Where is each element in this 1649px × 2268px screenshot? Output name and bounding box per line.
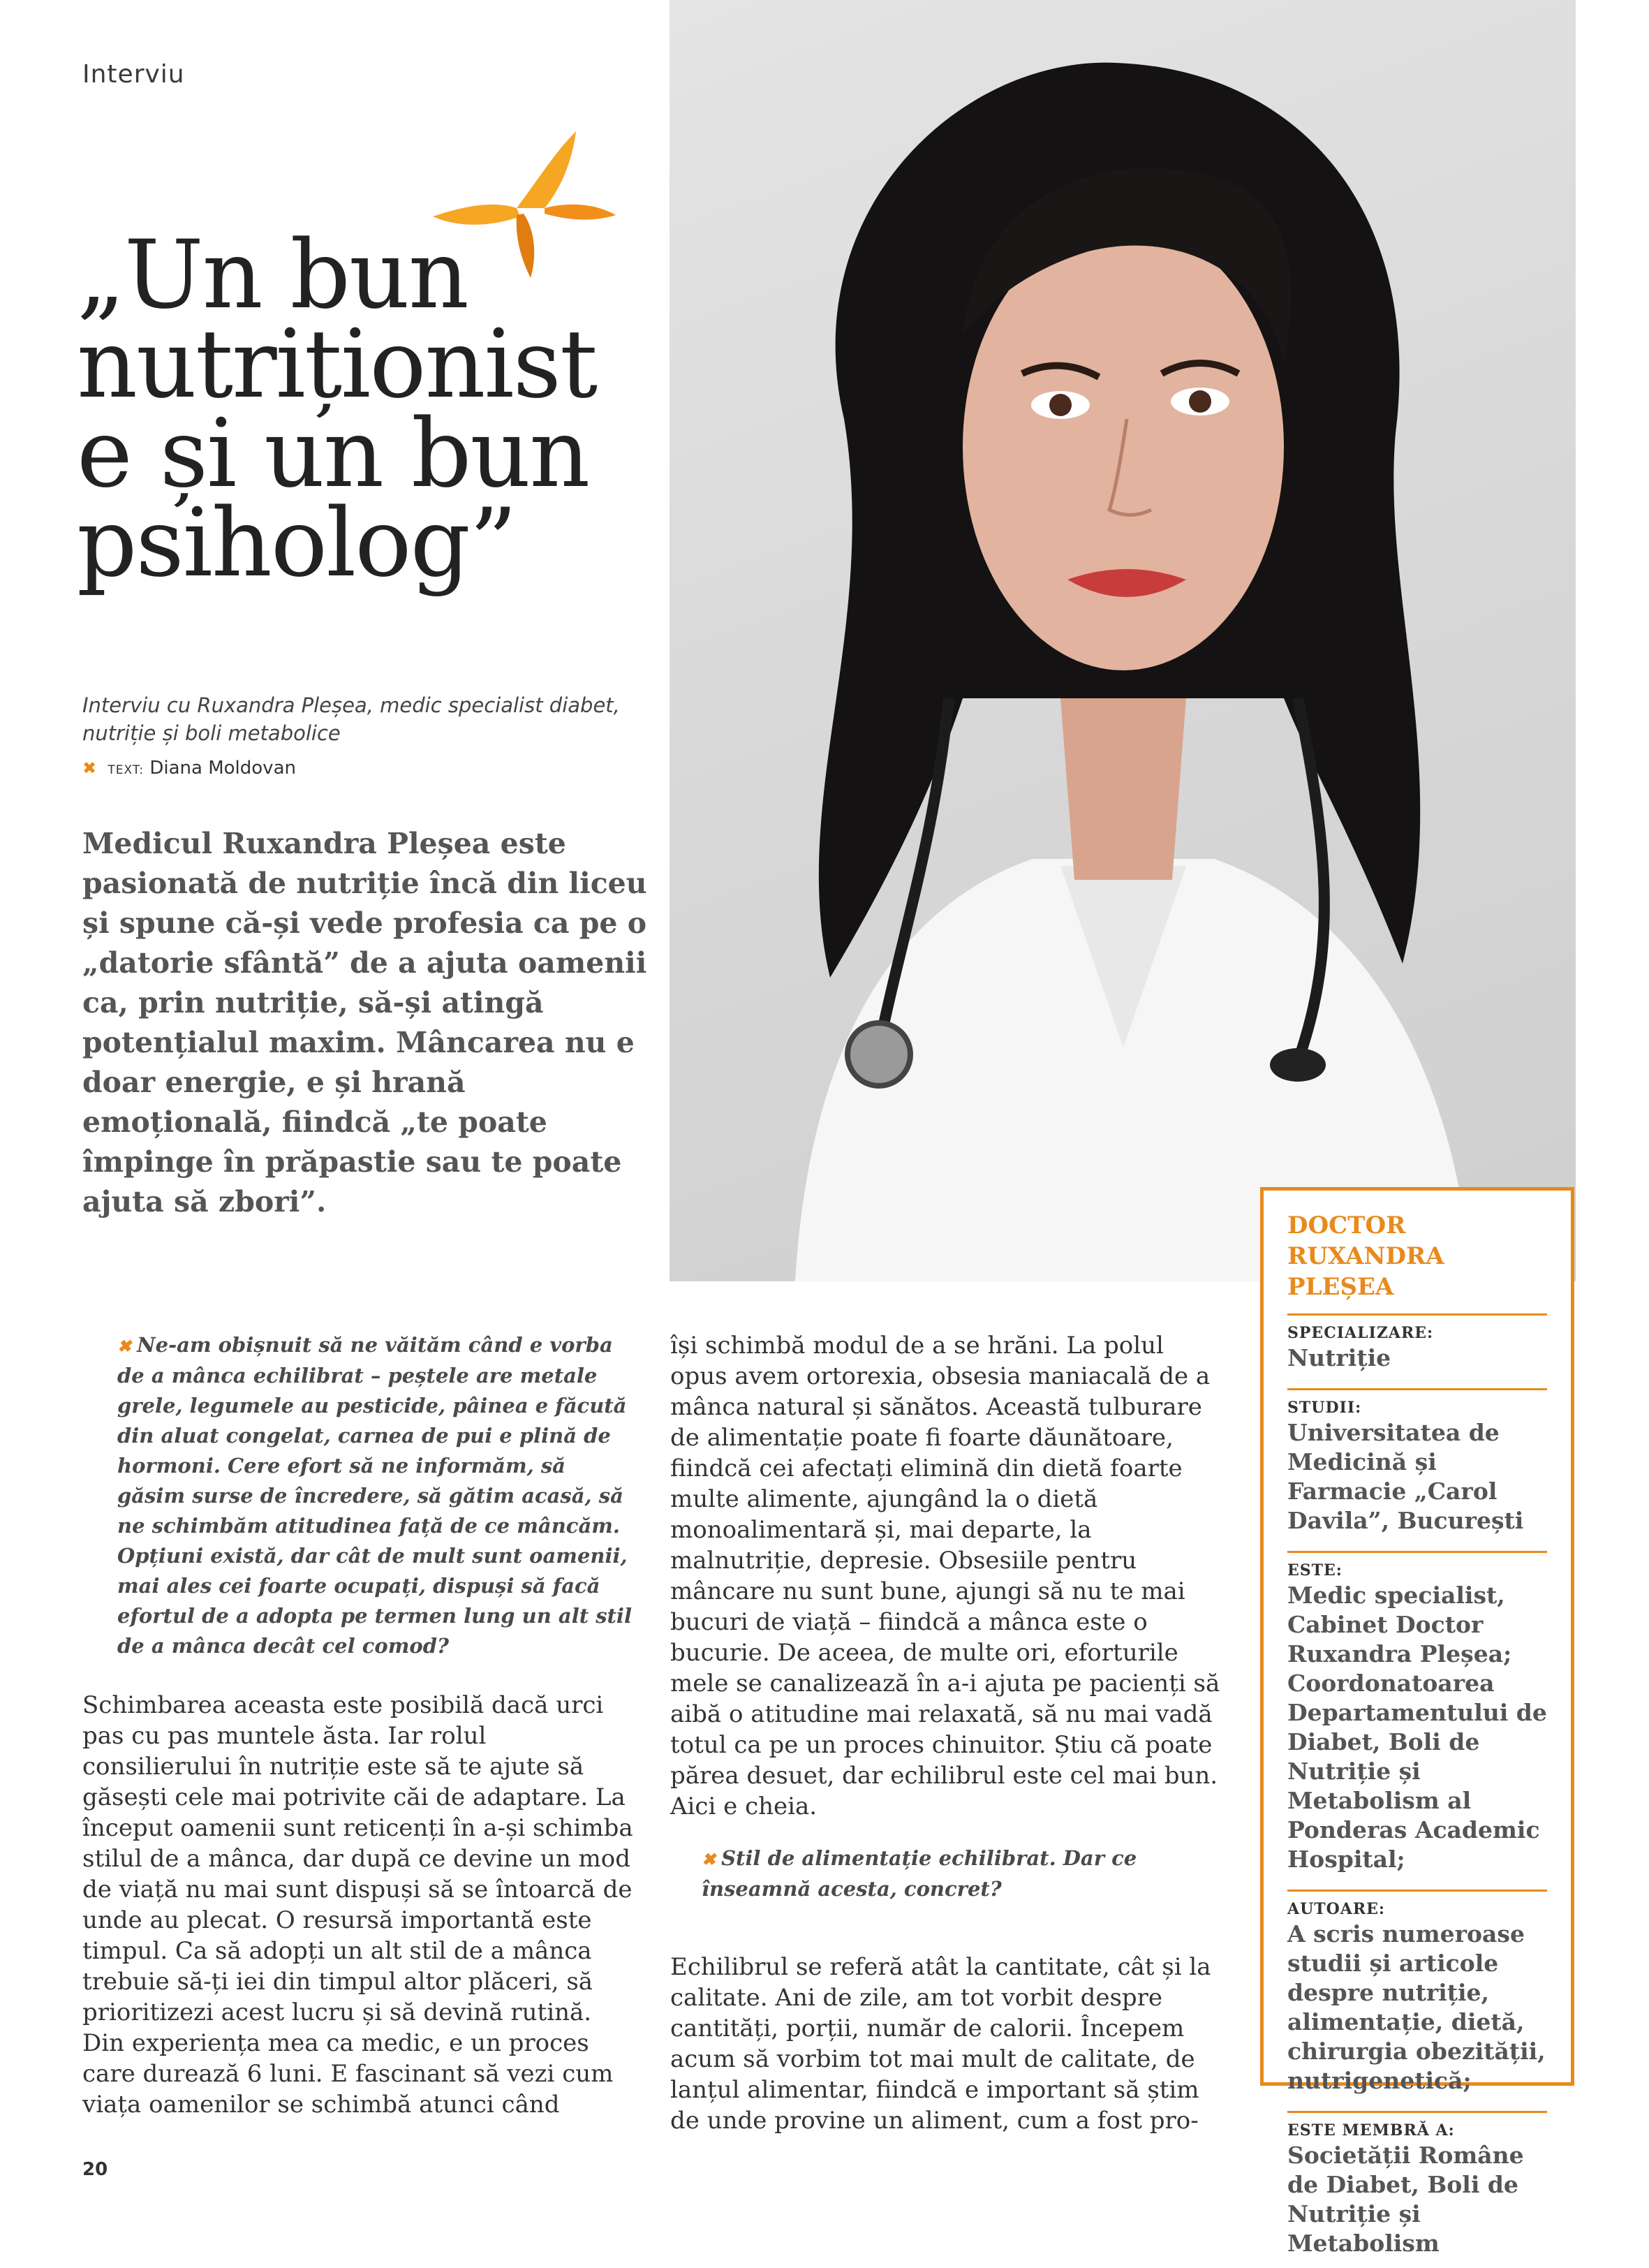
sidebar-value: A scris numeroase studii și articole despre nutriție, alimentație, dietă, chirurgia obezității, nutrigenetică;	[1287, 1920, 1546, 2094]
orange-star-bullet-icon: ✖	[117, 1336, 132, 1356]
sidebar-label: SPECIALIZARE:	[1287, 1324, 1434, 1342]
sidebar-section-specializare	[1287, 1313, 1547, 1383]
sidebar-label: ESTE MEMBRĂ A:	[1287, 2121, 1455, 2140]
sidebar-label: STUDII:	[1287, 1399, 1362, 1417]
sidebar-section-membra	[1287, 2111, 1547, 2268]
orange-star-bullet-icon: ✖	[702, 1849, 716, 1869]
portrait-photo	[670, 0, 1576, 1281]
portrait-illustration	[670, 0, 1576, 1281]
profile-sidebar	[1260, 1187, 1574, 2257]
answer-2: Echilibrul se referă atât la cantitate, cât și la calitate. Ani de zile, am tot vorbit despre cantități, porții, număr de calorii. Începem acum să vorbim tot mai mult de calitate, de lanțul alimentar, fiindcă e important să știm de unde provine un aliment, cum a fost pro-	[670, 1953, 1211, 2135]
lead-paragraph: Medicul Ruxandra Pleșea este pasionată de nutriție încă din liceu și spune că-și vede profesia ca pe o „datorie sfântă” de a ajuta oamenii ca, prin nutriție, să-și atingă potențialul maxim. Mâncarea nu e doar energie, e și hrană emoțională, fiindcă „te poate împinge în prăpastie sau te poate ajuta să zbori”.	[82, 827, 647, 1218]
article-column-left	[82, 1690, 634, 2120]
headline: „Un bun nutriționist e și un bun psiholog”	[77, 220, 597, 598]
sidebar-section-studii	[1287, 1388, 1547, 1545]
subtitle: Interviu cu Ruxandra Pleșea, medic specialist diabet, nutriție și boli metabolice	[82, 693, 620, 745]
answer-1-continued: își schimbă modul de a se hrăni. La polul opus avem ortorexia, obsesia maniacală de a mânca natural și sănătos. Această tulburare de alimentație poate fi foarte dăunătoare, fiindcă cei afectați elimină din dietă foarte multe alimente, ajungând la o dietă monoalimentară și, mai departe, la malnutriție, depresie. Obsesiile pentru mâncare nu sunt bune, ajungi să nu te mai bucuri de viață – fiindcă a mânca este o bucurie. De aceea, de multe ori, eforturile mele se canalizează în a-i ajuta pe pacienți să aibă o atitudine mai relaxată, să nu mai vadă totul ca pe un proces chinuitor. Știu că poate părea desuet, dar echilibrul este cel mai bun. Aici e cheia.	[670, 1332, 1220, 1820]
section-label: Interviu	[82, 60, 185, 89]
sidebar-value: Medic specialist, Cabinet Doctor Ruxandra Pleșea; Coordonatoarea Departamentului de Diabet, Boli de Nutriție și Metabolism al Ponderas Academic Hospital;	[1287, 1582, 1547, 1873]
article-column-right	[670, 1330, 1222, 1822]
sidebar-value: Universitatea de Medicină și Farmacie „Carol Davila”, București	[1287, 1419, 1524, 1534]
sidebar-section-este	[1287, 1551, 1547, 1884]
byline-label: TEXT:	[108, 763, 145, 777]
sidebar-title: DOCTOR RUXANDRA PLEȘEA	[1287, 1212, 1444, 1301]
byline	[82, 758, 296, 779]
question-2: ✖ Stil de alimentație echilibrat. Dar ce înseamnă acesta, concret?	[702, 1846, 1137, 1901]
question-1: ✖ Ne-am obișnuit să ne văităm când e vorba de a mânca echilibrat – peștele are metale grele, legumele au pesticide, pâinea e făcută din aluat congelat, carnea de pui e plină de hormoni. Cere efort să ne informăm, să găsim surse de încredere, să gătim acasă, să ne schimbăm atitudinea față de ce mâncăm. Opțiuni există, dar cât de mult sunt oamenii, mai ales cei foarte ocupați, dispuși să facă efortul de a adopta pe termen lung un alt stil de a mânca decât cel comod?	[117, 1333, 632, 1658]
sidebar-value: Nutriție	[1287, 1344, 1391, 1371]
sidebar-section-autoare	[1287, 1890, 1547, 2105]
orange-star-bullet-icon: ✖	[82, 758, 97, 778]
page-number: 20	[82, 2159, 108, 2180]
sidebar-label: AUTOARE:	[1287, 1900, 1386, 1918]
sidebar-value: Societății Române de Diabet, Boli de Nutriție și Metabolism	[1287, 2142, 1524, 2257]
article-column-right-bottom	[670, 1952, 1222, 2136]
answer-1: Schimbarea aceasta este posibilă dacă urci pas cu pas muntele ăsta. Iar rolul consilierului în nutriție este să te ajute să găsești cele mai potrivite căi de adaptare. La început oamenii sunt reticenți în a-și schimba stilul de a mânca, dar după ce devine un mod de viață nu mai sunt dispuși să se întoarcă de unde au plecat. O resursă importantă este timpul. Ca să adopți un alt stil de a mânca trebuie să-ți iei din timpul altor plăceri, să prioritizezi acest lucru și să devină rutină. Din experiența mea ca medic, e un proces care durează 6 luni. E fascinant să vezi cum viața oamenilor se schimbă atunci când	[82, 1691, 633, 2119]
byline-author: Diana Moldovan	[149, 758, 296, 779]
sidebar-label: ESTE:	[1287, 1561, 1343, 1580]
